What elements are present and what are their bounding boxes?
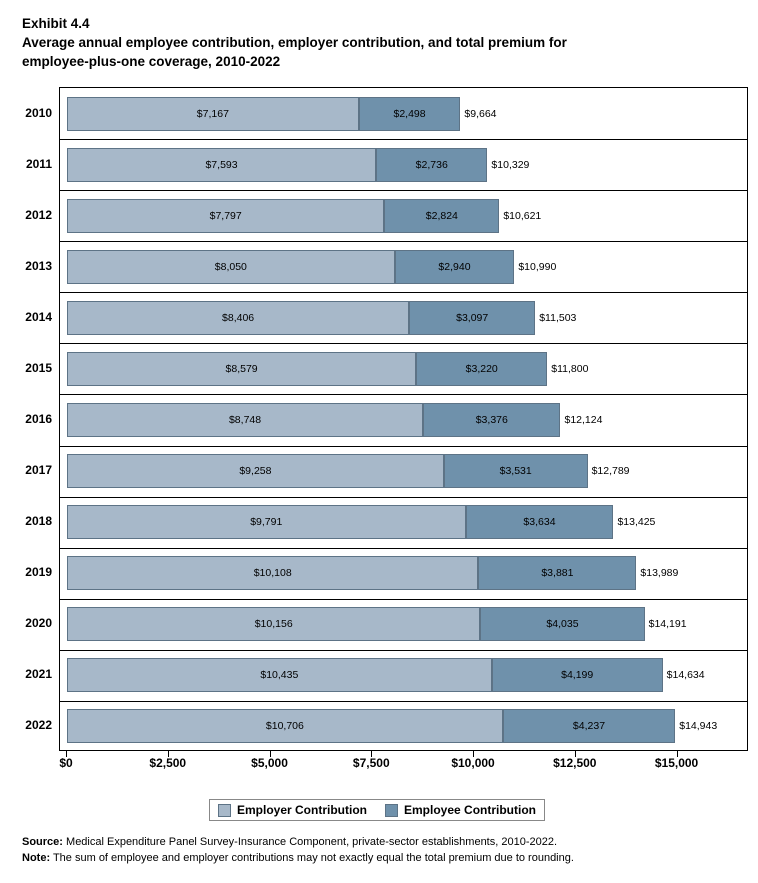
bar-segment-employer: $7,593 xyxy=(67,148,376,182)
bar-segment-employer: $10,156 xyxy=(67,607,480,641)
legend-item-employer xyxy=(218,803,367,817)
bar-segment-employee: $3,220 xyxy=(416,352,547,386)
legend-swatch-employee xyxy=(385,804,398,817)
bar-segment-employee: $2,824 xyxy=(384,199,499,233)
bar-segment-employer: $8,406 xyxy=(67,301,409,335)
y-axis-label-2010: 2010 xyxy=(25,105,52,120)
bar-total-label: $12,124 xyxy=(564,414,603,426)
bar-total-label: $10,329 xyxy=(491,158,530,171)
plot-inner xyxy=(60,88,747,750)
exhibit-number: Exhibit 4.4 xyxy=(22,16,90,31)
bar-total-label: $14,191 xyxy=(648,618,687,631)
y-axis-label-2019: 2019 xyxy=(25,565,52,580)
y-axis-label-2012: 2012 xyxy=(25,207,52,222)
bar-segment-employee: $4,237 xyxy=(503,709,675,743)
note-text: The sum of employee and employer contributions may not exactly equal the total premium due to rounding. xyxy=(50,852,574,864)
x-axis-label-0: $0 xyxy=(59,756,73,770)
row-separator xyxy=(60,650,747,651)
bar-segment-employer: $8,579 xyxy=(67,352,416,386)
bar-segment-employer: $7,797 xyxy=(67,199,384,233)
legend-label-employee: Employee Contribution xyxy=(404,803,536,817)
row-separator xyxy=(60,548,747,549)
x-axis-label-3: $7,500 xyxy=(352,756,390,770)
row-separator xyxy=(60,190,747,191)
x-axis-label-6: $15,000 xyxy=(654,756,699,770)
bar-segment-employee: $3,881 xyxy=(478,556,636,590)
bar-segment-employee: $3,097 xyxy=(409,301,535,335)
rounding-note xyxy=(22,850,742,866)
bar-segment-employer: $10,706 xyxy=(67,709,503,743)
row-separator xyxy=(60,292,747,293)
bar-segment-employee: $3,531 xyxy=(444,454,588,488)
bar-total-label: $12,789 xyxy=(591,465,630,478)
row-separator xyxy=(60,497,747,498)
row-separator xyxy=(60,446,747,447)
row-separator xyxy=(60,599,747,600)
legend-label-employer: Employer Contribution xyxy=(237,803,367,817)
x-axis-label-2: $5,000 xyxy=(251,756,288,770)
bar-segment-employer: $9,258 xyxy=(67,454,444,488)
x-axis-label-4: $10,000 xyxy=(451,756,495,770)
y-axis-label-2017: 2017 xyxy=(25,463,52,478)
y-axis-label-2018: 2018 xyxy=(25,514,52,529)
y-axis-label-2020: 2020 xyxy=(25,616,52,631)
y-axis-label-2022: 2022 xyxy=(25,718,52,733)
legend-item-employee xyxy=(385,803,536,817)
source-text: Medical Expenditure Panel Survey-Insurance Component, private-sector establishments, 2010-2022. xyxy=(62,836,558,848)
bar-segment-employer: $9,791 xyxy=(67,505,466,539)
bar-segment-employee: $3,634 xyxy=(466,505,614,539)
chart-title xyxy=(22,14,732,71)
row-separator xyxy=(60,241,747,242)
source-label: Source: xyxy=(22,836,63,848)
bar-total-label: $10,990 xyxy=(518,260,557,273)
y-axis-label-2021: 2021 xyxy=(25,667,52,682)
bar-total-label: $11,503 xyxy=(539,311,577,324)
bar-segment-employer: $10,435 xyxy=(67,658,492,692)
bar-segment-employee: $4,199 xyxy=(492,658,663,692)
footnotes xyxy=(22,834,742,866)
row-separator xyxy=(60,394,747,395)
bar-total-label: $14,634 xyxy=(666,669,705,682)
y-axis-label-2014: 2014 xyxy=(25,309,52,324)
bar-segment-employer: $7,167 xyxy=(67,97,359,131)
bar-segment-employee: $4,035 xyxy=(480,607,644,641)
bar-total-label: $13,989 xyxy=(640,567,679,580)
y-axis-label-2016: 2016 xyxy=(25,412,52,426)
row-separator xyxy=(60,139,747,140)
bar-total-label: $14,943 xyxy=(679,720,718,733)
bar-total-label: $9,664 xyxy=(464,107,497,120)
bar-total-label: $10,621 xyxy=(503,209,542,222)
y-axis-label-2011: 2011 xyxy=(25,156,52,171)
bar-segment-employer: $10,108 xyxy=(67,556,478,590)
bar-segment-employee: $2,736 xyxy=(376,148,487,182)
legend-swatch-employer xyxy=(218,804,231,817)
x-axis-label-5: $12,500 xyxy=(553,756,597,770)
row-separator xyxy=(60,343,747,344)
row-separator xyxy=(60,701,747,702)
bar-segment-employee: $2,940 xyxy=(395,250,515,284)
title-line-2: employee-plus-one coverage, 2010-2022 xyxy=(22,54,281,69)
bar-segment-employee: $3,376 xyxy=(423,403,560,437)
y-axis-label-2013: 2013 xyxy=(25,258,52,273)
bar-segment-employee: $2,498 xyxy=(359,97,461,131)
source-note xyxy=(22,834,742,850)
title-line-1: Average annual employee contribution, employer contribution, and total premium for xyxy=(22,35,567,50)
bar-segment-employer: $8,748 xyxy=(67,403,423,437)
bar-segment-employer: $8,050 xyxy=(67,250,395,284)
plot-area xyxy=(59,87,748,751)
y-axis-label-2015: 2015 xyxy=(25,360,52,375)
x-axis-label-1: $2,500 xyxy=(149,756,187,770)
note-label: Note: xyxy=(22,852,51,864)
bar-total-label: $11,800 xyxy=(551,362,589,375)
chart-legend xyxy=(209,799,545,821)
bar-total-label: $13,425 xyxy=(617,516,656,529)
